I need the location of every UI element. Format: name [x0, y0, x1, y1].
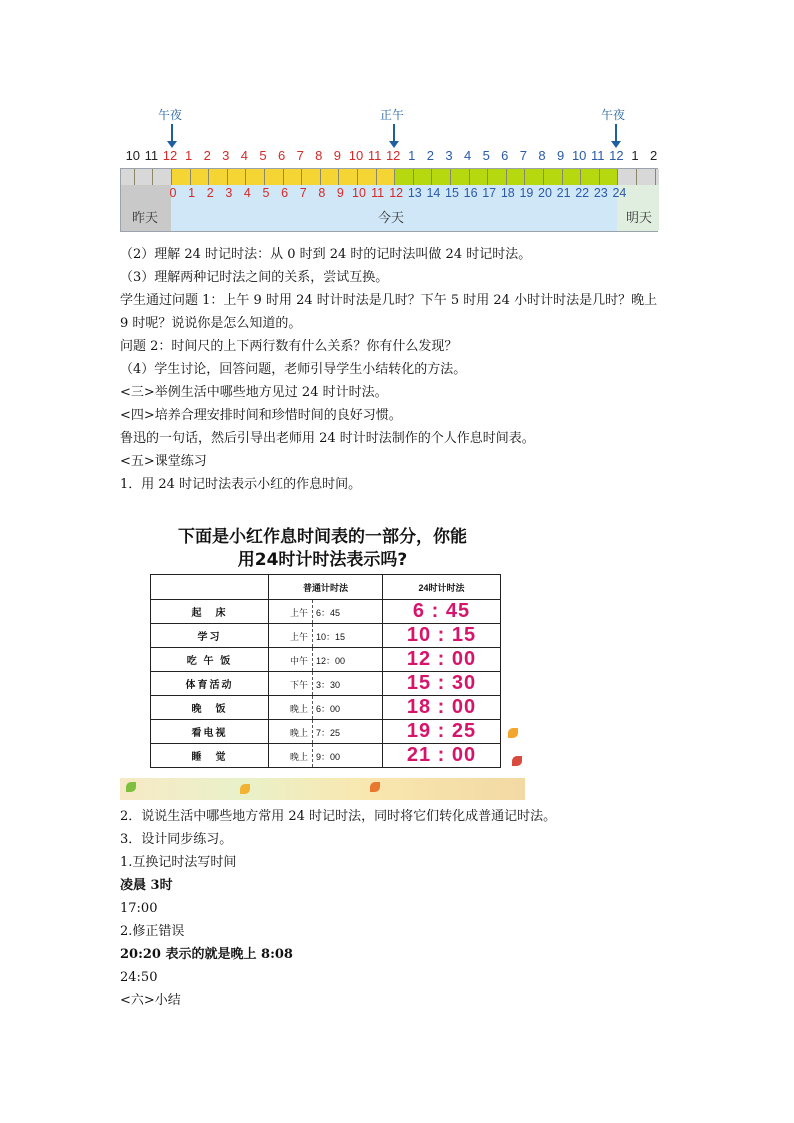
- table-row: [151, 600, 501, 624]
- activity-cell: 晚 饭: [151, 696, 269, 720]
- ordinary-time-cell: [269, 696, 383, 720]
- ruler-tick: [562, 169, 563, 185]
- ruler-top-number: 2: [426, 148, 434, 163]
- ruler-bottom-number: 22: [575, 186, 590, 200]
- ordinary-time-cell: [269, 744, 383, 768]
- ruler-top-number: 5: [259, 148, 267, 163]
- text-line: <三>举例生活中哪些地方见过 24 时计时法。: [120, 385, 388, 400]
- exercise-line: 24:50: [120, 970, 158, 985]
- ruler-bottom-number: 14: [426, 186, 441, 200]
- period-label: 晚上: [290, 704, 309, 714]
- ruler-tick: [301, 169, 302, 185]
- ruler-bottom-number: 20: [538, 186, 552, 200]
- midnight-marker-right: 午夜: [601, 108, 626, 122]
- table-row: [151, 624, 501, 648]
- text-line: 2．说说生活中哪些地方常用 24 时记时法，同时将它们转化成普通记时法。: [120, 809, 557, 824]
- ruler-tick: [413, 169, 414, 185]
- ruler-bottom-number: 21: [556, 186, 571, 200]
- previous-day-segment: [121, 169, 171, 185]
- ruler-bottom-number: 24: [612, 186, 627, 200]
- ruler-tick: [283, 169, 284, 185]
- ruler-top-number: 7: [296, 148, 304, 163]
- ruler-tick: [152, 169, 153, 185]
- activity-cell: 吃 午 饭: [151, 648, 269, 672]
- header-ordinary: 普通计时法: [269, 575, 383, 600]
- period-label: 上午: [290, 608, 309, 618]
- ruler-bottom-number: 11: [371, 186, 385, 200]
- table-row: [151, 648, 501, 672]
- time-24h-cell: 18 : 00: [383, 696, 501, 720]
- ordinary-time: 6：00: [316, 704, 341, 714]
- header-24h: 24时计时法: [383, 575, 501, 600]
- ruler-top-number: 2: [203, 148, 211, 163]
- ruler-bottom-number: 16: [463, 186, 478, 200]
- header-activity: [151, 575, 269, 600]
- ruler-bottom-number: 23: [593, 186, 608, 200]
- ruler-top-number: 9: [556, 148, 565, 163]
- ruler-tick: [245, 169, 246, 185]
- text-line: 9 时呢？说说你是怎么知道的。: [120, 316, 302, 331]
- ruler-bottom-number: 2: [206, 186, 214, 200]
- text-line: 2.修正错误: [120, 924, 185, 939]
- dashed-divider: [312, 672, 313, 695]
- ruler-bottom-number: 3: [225, 186, 233, 200]
- ruler-top-number: 4: [463, 148, 472, 163]
- slide-title-line-1: 下面是小红作息时间表的一部分，你能: [178, 527, 467, 547]
- ruler-top-number: 10: [348, 148, 364, 163]
- next-day-segment: [617, 169, 659, 185]
- yesterday-label: 昨天: [131, 211, 158, 226]
- leaf-decoration: [508, 728, 518, 738]
- ruler-top-number: 10: [571, 148, 587, 163]
- ruler-top-number: 7: [519, 148, 527, 163]
- ruler-top-number: 8: [315, 148, 323, 163]
- exercise-line: 17:00: [120, 901, 158, 916]
- ordinary-time: 9：00: [316, 752, 341, 762]
- ruler-tick: [190, 169, 191, 185]
- ruler-top-number: 6: [501, 148, 509, 163]
- ordinary-time-cell: [269, 624, 383, 648]
- time-24h-cell: 6 : 45: [383, 600, 501, 624]
- table-header-row: [151, 575, 501, 600]
- time-24h-cell: 19 : 25: [383, 720, 501, 744]
- slide-title: [120, 526, 525, 572]
- text-line: （2）理解 24 时记时法：从 0 时到 24 时的记时法叫做 24 时记时法。: [120, 247, 532, 262]
- ruler-tick: [469, 169, 470, 185]
- dashed-divider: [312, 624, 313, 647]
- ruler-tick: [636, 169, 637, 185]
- ordinary-time: 7：25: [316, 728, 341, 738]
- arrow-down-icon: [393, 124, 395, 142]
- text-line: 3．设计同步练习。: [120, 832, 233, 847]
- arrow-down-icon: [615, 124, 617, 142]
- ruler-tick: [394, 169, 395, 185]
- noon-marker: 正午: [380, 108, 405, 122]
- table-row: [151, 696, 501, 720]
- text-line: <六>小结: [120, 993, 181, 1008]
- table-row: [151, 672, 501, 696]
- ordinary-time: 10：15: [316, 632, 346, 642]
- ruler-tick: [524, 169, 525, 185]
- dashed-divider: [312, 744, 313, 767]
- ruler-top-number: 9: [333, 148, 341, 163]
- ruler-bottom-number: 15: [445, 186, 459, 200]
- text-line: <四>培养合理安排时间和珍惜时间的良好习惯。: [120, 408, 402, 423]
- leaf-decoration: [370, 782, 380, 792]
- activity-cell: 睡 觉: [151, 744, 269, 768]
- ordinary-time-cell: [269, 672, 383, 696]
- activity-cell: 看电视: [151, 720, 269, 744]
- ordinary-time-cell: [269, 720, 383, 744]
- period-label: 上午: [290, 632, 309, 642]
- time-24h-cell: 21 : 00: [383, 744, 501, 768]
- text-line: 鲁迅的一句话，然后引导出老师用 24 时计时法制作的个人作息时间表。: [120, 431, 535, 446]
- ruler-tick: [506, 169, 507, 185]
- ordinary-time-cell: [269, 600, 383, 624]
- ruler-tick: [338, 169, 339, 185]
- ruler-top-number: 12: [609, 148, 624, 163]
- text-line: 1.互换记时法写时间: [120, 855, 237, 870]
- ordinary-time: 12：00: [316, 656, 346, 666]
- ruler-top-number: 1: [631, 148, 639, 163]
- ruler-top-number: 11: [591, 148, 605, 163]
- slide-title-line-2: 用24时计时法表示吗?: [237, 550, 408, 570]
- ruler-tick: [171, 169, 172, 185]
- ruler-tick: [543, 169, 544, 185]
- schedule-slide: [120, 516, 525, 801]
- table-row: [151, 720, 501, 744]
- ruler-tick: [580, 169, 581, 185]
- ruler-bottom-number: 19: [519, 186, 534, 200]
- text-line: 学生通过问题 1：上午 9 时用 24 时计时法是几时？下午 5 时用 24 小时计时法是几时？晚上: [120, 293, 658, 308]
- ordinary-time-cell: [269, 648, 383, 672]
- ruler-tick: [208, 169, 209, 185]
- ruler-tick: [227, 169, 228, 185]
- ruler-top-number: 2: [649, 148, 658, 163]
- activity-cell: 体育活动: [151, 672, 269, 696]
- time-24h-cell: 12 : 00: [383, 648, 501, 672]
- ruler-tick: [655, 169, 656, 185]
- text-line: <五>课堂练习: [120, 454, 207, 469]
- ruler-tick: [376, 169, 377, 185]
- ruler-bottom-number: 0: [169, 186, 177, 200]
- slide-decoration: [120, 778, 525, 800]
- ruler-top-number: 5: [482, 148, 490, 163]
- ruler-tick: [357, 169, 358, 185]
- ruler-tick: [599, 169, 600, 185]
- ruler-bottom-number: 18: [500, 186, 515, 200]
- ruler-top-number: 8: [538, 148, 546, 163]
- text-line: （4）学生讨论，回答问题，老师引导学生小结转化的方法。: [120, 362, 467, 377]
- dashed-divider: [312, 648, 313, 671]
- activity-cell: 起 床: [151, 600, 269, 624]
- ruler-bottom-number: 12: [389, 186, 404, 200]
- ruler-bottom-number: 17: [482, 186, 497, 200]
- time-ruler-figure: [120, 100, 660, 235]
- ruler-top-number: 3: [222, 148, 230, 163]
- leaf-decoration: [126, 782, 136, 792]
- ruler-bottom-number: 7: [299, 186, 307, 200]
- schedule-table: [150, 574, 501, 768]
- ruler-tick: [617, 169, 618, 185]
- midnight-marker-left: 午夜: [158, 108, 183, 122]
- table-row: [151, 744, 501, 768]
- ruler-tick: [487, 169, 488, 185]
- ruler-tick: [450, 169, 451, 185]
- ruler-bottom-number: 4: [243, 186, 251, 200]
- ruler-top-number: 4: [240, 148, 248, 163]
- leaf-decoration: [240, 784, 250, 794]
- arrow-down-icon: [171, 124, 173, 142]
- ruler-top-number: 12: [385, 148, 401, 163]
- ruler-tick: [320, 169, 321, 185]
- ruler-bottom-number: 10: [352, 186, 366, 200]
- period-label: 下午: [290, 680, 309, 690]
- ruler-top-number: 6: [277, 148, 286, 163]
- ordinary-time: 3：30: [316, 680, 341, 690]
- ruler-tick: [134, 169, 135, 185]
- dashed-divider: [312, 720, 313, 743]
- ruler-tick: [264, 169, 265, 185]
- ruler-bar: [120, 168, 658, 232]
- leaf-decoration: [512, 756, 522, 766]
- activity-cell: 学习: [151, 624, 269, 648]
- exercise-line: 凌晨 3时: [120, 878, 173, 893]
- ruler-top-number: 11: [367, 148, 382, 163]
- ruler-bottom-number: 9: [336, 186, 344, 200]
- ruler-bottom-number: 8: [318, 186, 326, 200]
- time-24h-cell: 15 : 30: [383, 672, 501, 696]
- ruler-bottom-number: 5: [262, 186, 270, 200]
- ruler-bottom-number: 13: [407, 186, 422, 200]
- text-line: （3）理解两种记时法之间的关系，尝试互换。: [120, 270, 389, 285]
- period-label: 晚上: [290, 728, 309, 738]
- ruler-top-number: 12: [162, 148, 178, 163]
- tomorrow-label: 明天: [625, 211, 652, 226]
- today-label: 今天: [377, 211, 404, 226]
- text-line: 问题 2：时间尺的上下两行数有什么关系？你有什么发现？: [120, 339, 458, 354]
- ruler-top-number: 1: [184, 148, 193, 163]
- ruler-top-number: 1: [408, 148, 416, 163]
- text-line: 1．用 24 时记时法表示小红的作息时间。: [120, 477, 362, 492]
- time-24h-cell: 10 : 15: [383, 624, 501, 648]
- dashed-divider: [312, 696, 313, 719]
- ordinary-time: 6：45: [316, 608, 341, 618]
- period-label: 晚上: [290, 752, 309, 762]
- exercise-line: 20:20 表示的就是晚上 8:08: [120, 947, 293, 962]
- ruler-tick: [431, 169, 432, 185]
- ruler-bottom-number: 1: [188, 186, 196, 200]
- ruler-top-number: 3: [445, 148, 453, 163]
- ruler-bottom-number: 6: [281, 186, 289, 200]
- ruler-top-number: 11: [144, 148, 159, 163]
- dashed-divider: [312, 600, 313, 623]
- period-label: 中午: [290, 656, 309, 666]
- ruler-top-number: 10: [125, 148, 141, 163]
